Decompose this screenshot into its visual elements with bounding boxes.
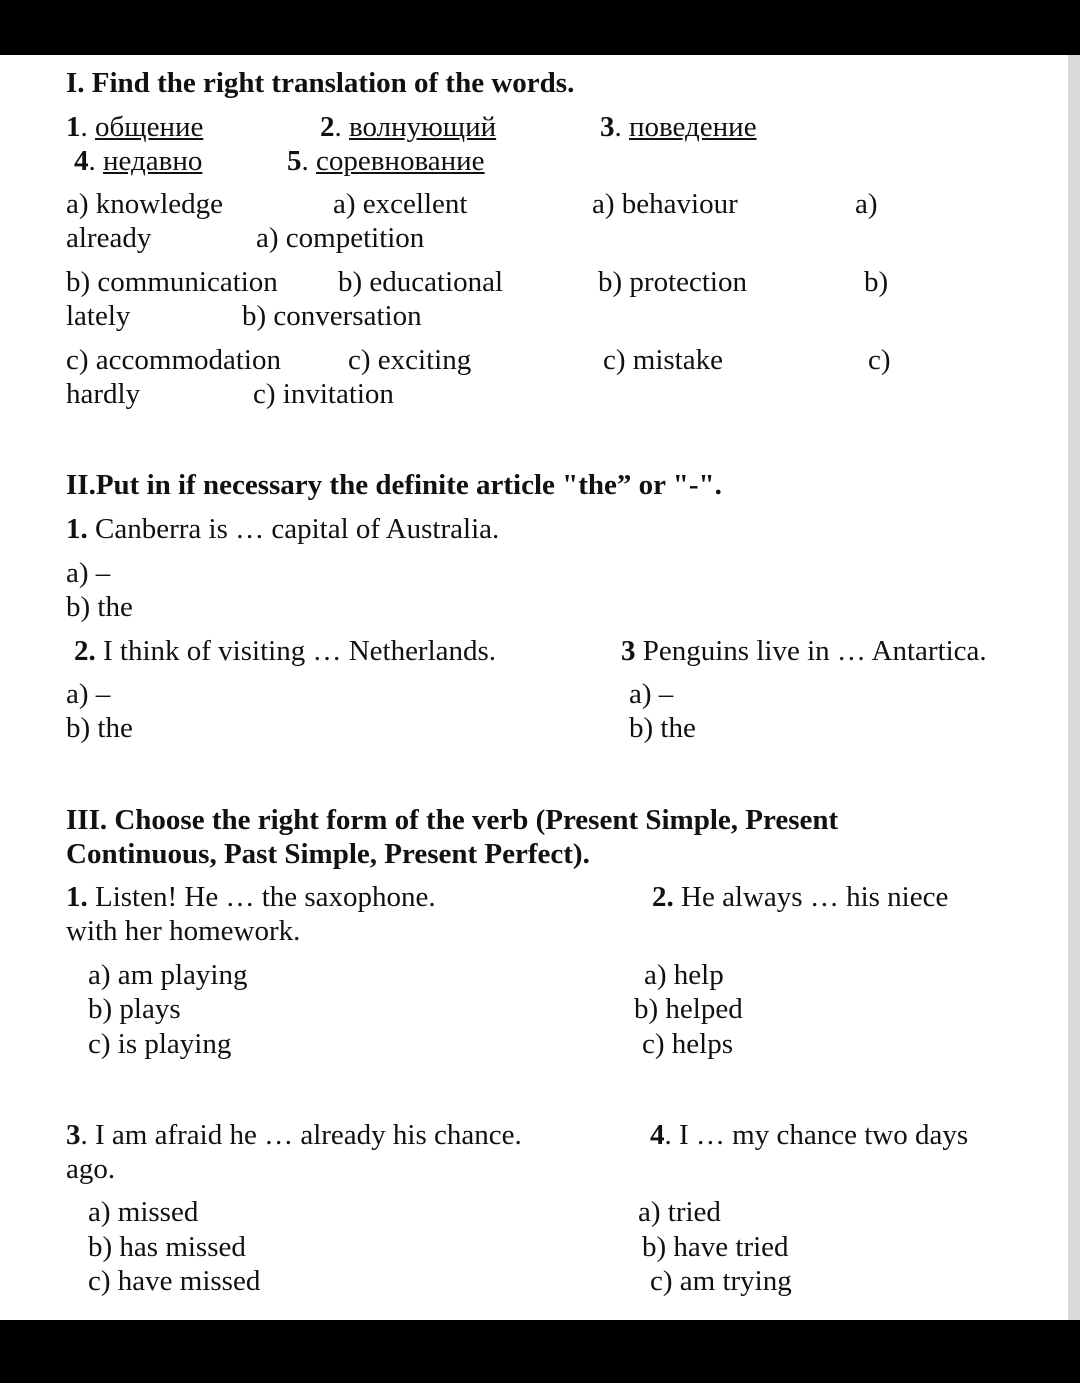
article-q1-option-a: a) –: [66, 557, 111, 589]
verb-q2-option-b: b) helped: [634, 993, 743, 1025]
option-c-5: c) invitation: [253, 378, 394, 410]
option-b-4-text: lately: [66, 300, 131, 332]
verb-q4-option-b: b) have tried: [642, 1231, 789, 1263]
option-b-5: b) conversation: [242, 300, 422, 332]
option-b-2: b) educational: [338, 266, 504, 298]
option-c-2: c) exciting: [348, 344, 472, 376]
word-2: 2. волнующий: [320, 111, 497, 143]
option-a-1: a) knowledge: [66, 188, 224, 220]
option-a-4: a): [855, 188, 878, 220]
article-q3: 3 Penguins live in … Antartica.: [621, 635, 987, 667]
article-q2-option-a: a) –: [66, 678, 111, 710]
verb-q2: 2. He always … his niece: [652, 881, 949, 913]
word-3: 3. поведение: [600, 111, 757, 143]
article-q2-option-b: b) the: [66, 712, 133, 744]
verb-q4: 4. I … my chance two days: [650, 1119, 969, 1151]
option-b-4: b): [864, 266, 889, 298]
verb-q2-option-c: c) helps: [642, 1028, 733, 1060]
verb-q1-option-a: a) am playing: [88, 959, 248, 991]
verb-q4-option-c: c) am trying: [650, 1265, 792, 1297]
article-q3-option-a: a) –: [629, 678, 674, 710]
option-c-4-text: hardly: [66, 378, 141, 410]
verb-q4-continuation: ago.: [66, 1153, 116, 1185]
verb-q1-option-b: b) plays: [88, 993, 181, 1025]
word-1: 1. общение: [66, 111, 204, 143]
word-4: 4. недавно: [74, 145, 203, 177]
option-b-1: b) communication: [66, 266, 278, 298]
verb-q1-option-c: c) is playing: [88, 1028, 232, 1060]
section-2-heading: II.Put in if necessary the definite article "the” or "-".: [66, 469, 722, 501]
verb-q2-option-a: a) help: [644, 959, 724, 991]
section-3-heading-line-2: Continuous, Past Simple, Present Perfect).: [66, 838, 590, 870]
verb-q3: 3. I am afraid he … already his chance.: [66, 1119, 522, 1151]
article-q1-option-b: b) the: [66, 591, 133, 623]
verb-q3-option-b: b) has missed: [88, 1231, 246, 1263]
option-a-4-text: already: [66, 222, 152, 254]
option-c-3: c) mistake: [603, 344, 723, 376]
word-5: 5. соревнование: [287, 145, 485, 177]
verb-q3-option-a: a) missed: [88, 1196, 199, 1228]
verb-q1: 1. Listen! He … the saxophone.: [66, 881, 436, 913]
option-a-2: a) excellent: [333, 188, 468, 220]
verb-q4-option-a: a) tried: [638, 1196, 721, 1228]
option-c-1: c) accommodation: [66, 344, 281, 376]
section-1-heading: I. Find the right translation of the words.: [66, 67, 575, 99]
verb-q3-option-c: c) have missed: [88, 1265, 261, 1297]
section-3-heading-line-1: III. Choose the right form of the verb (Present Simple, Present: [66, 804, 839, 836]
option-c-4: c): [868, 344, 891, 376]
article-q2: 2. I think of visiting … Netherlands.: [74, 635, 497, 667]
page-edge: [1068, 55, 1080, 1320]
verb-q2-continuation: with her homework.: [66, 915, 301, 947]
option-a-3: a) behaviour: [592, 188, 738, 220]
article-q1: 1. Canberra is … capital of Australia.: [66, 513, 500, 545]
article-q3-option-b: b) the: [629, 712, 696, 744]
option-a-5: a) competition: [256, 222, 425, 254]
option-b-3: b) protection: [598, 266, 747, 298]
